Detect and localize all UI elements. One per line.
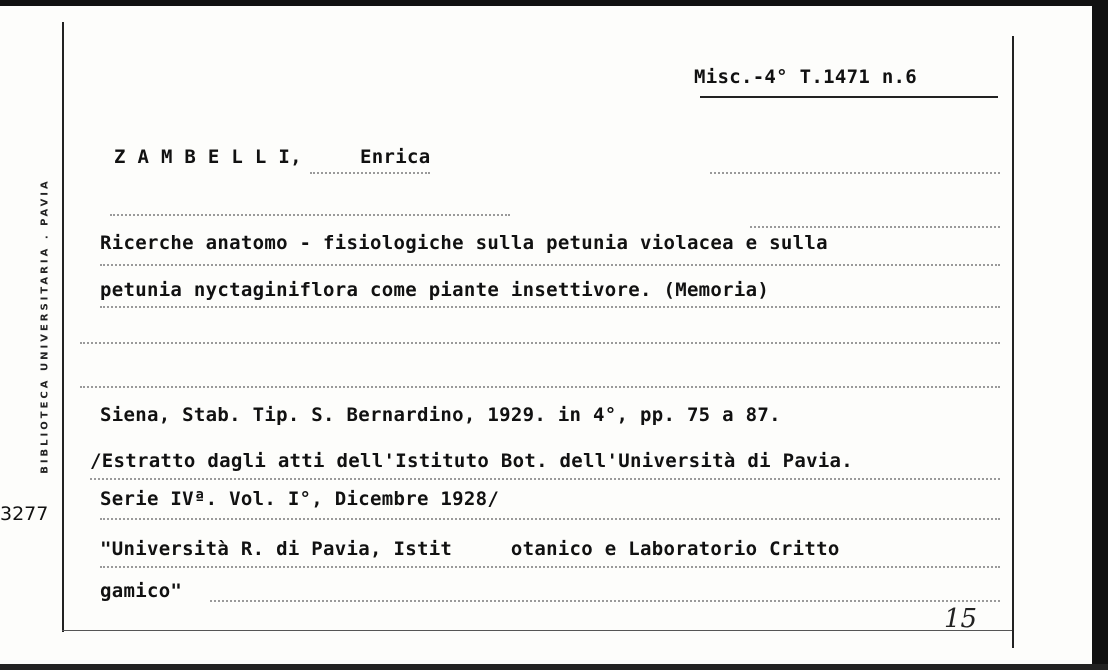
card-right-edge	[1092, 0, 1108, 670]
imprint-line-3: Serie IVª. Vol. I°, Dicembre 1928/	[100, 488, 500, 510]
dotted-rule	[100, 264, 1000, 266]
dotted-rule	[310, 172, 430, 174]
dotted-rule	[210, 600, 1000, 602]
dotted-rule	[710, 172, 1000, 174]
author-given-name: Enrica	[360, 146, 431, 168]
bottom-rule	[62, 630, 1012, 631]
title-line-2: petunia nyctaginiflora come piante insettivore. (Memoria)	[100, 279, 770, 301]
imprint-line-2: /Estratto dagli atti dell'Istituto Bot. dell'Università di Pavia.	[90, 450, 854, 472]
dotted-rule	[100, 306, 1000, 308]
dotted-rule	[750, 226, 1000, 228]
shelfmark-underline	[700, 96, 998, 98]
card-bottom-edge	[0, 664, 1108, 670]
note-line-1: "Università R. di Pavia, Istit otanico e Laboratorio Critto	[100, 538, 840, 560]
inventory-number: 3277	[0, 503, 49, 525]
dotted-rule	[90, 478, 1000, 480]
card-top-edge	[0, 0, 1108, 6]
left-margin-rule	[62, 22, 64, 632]
shelfmark: Misc.-4° T.1471 n.6	[694, 66, 918, 88]
author-surname: Z A M B E L L I,	[114, 146, 302, 168]
dotted-rule	[100, 566, 1000, 568]
right-margin-rule	[1012, 36, 1014, 648]
note-line-2: gamico"	[100, 580, 183, 602]
title-line-1: Ricerche anatomo - fisiologiche sulla petunia violacea e sulla	[100, 232, 828, 254]
dotted-rule	[80, 386, 1000, 388]
library-stamp-text: BIBLIOTECA UNIVERSITARIA . PAVIA	[39, 178, 51, 474]
handwritten-number: 15	[944, 604, 978, 634]
imprint-line-1: Siena, Stab. Tip. S. Bernardino, 1929. in 4°, pp. 75 a 87.	[100, 404, 781, 426]
dotted-rule	[100, 518, 1000, 520]
dotted-rule	[80, 342, 1000, 344]
dotted-rule	[110, 214, 510, 216]
library-stamp	[34, 128, 56, 524]
